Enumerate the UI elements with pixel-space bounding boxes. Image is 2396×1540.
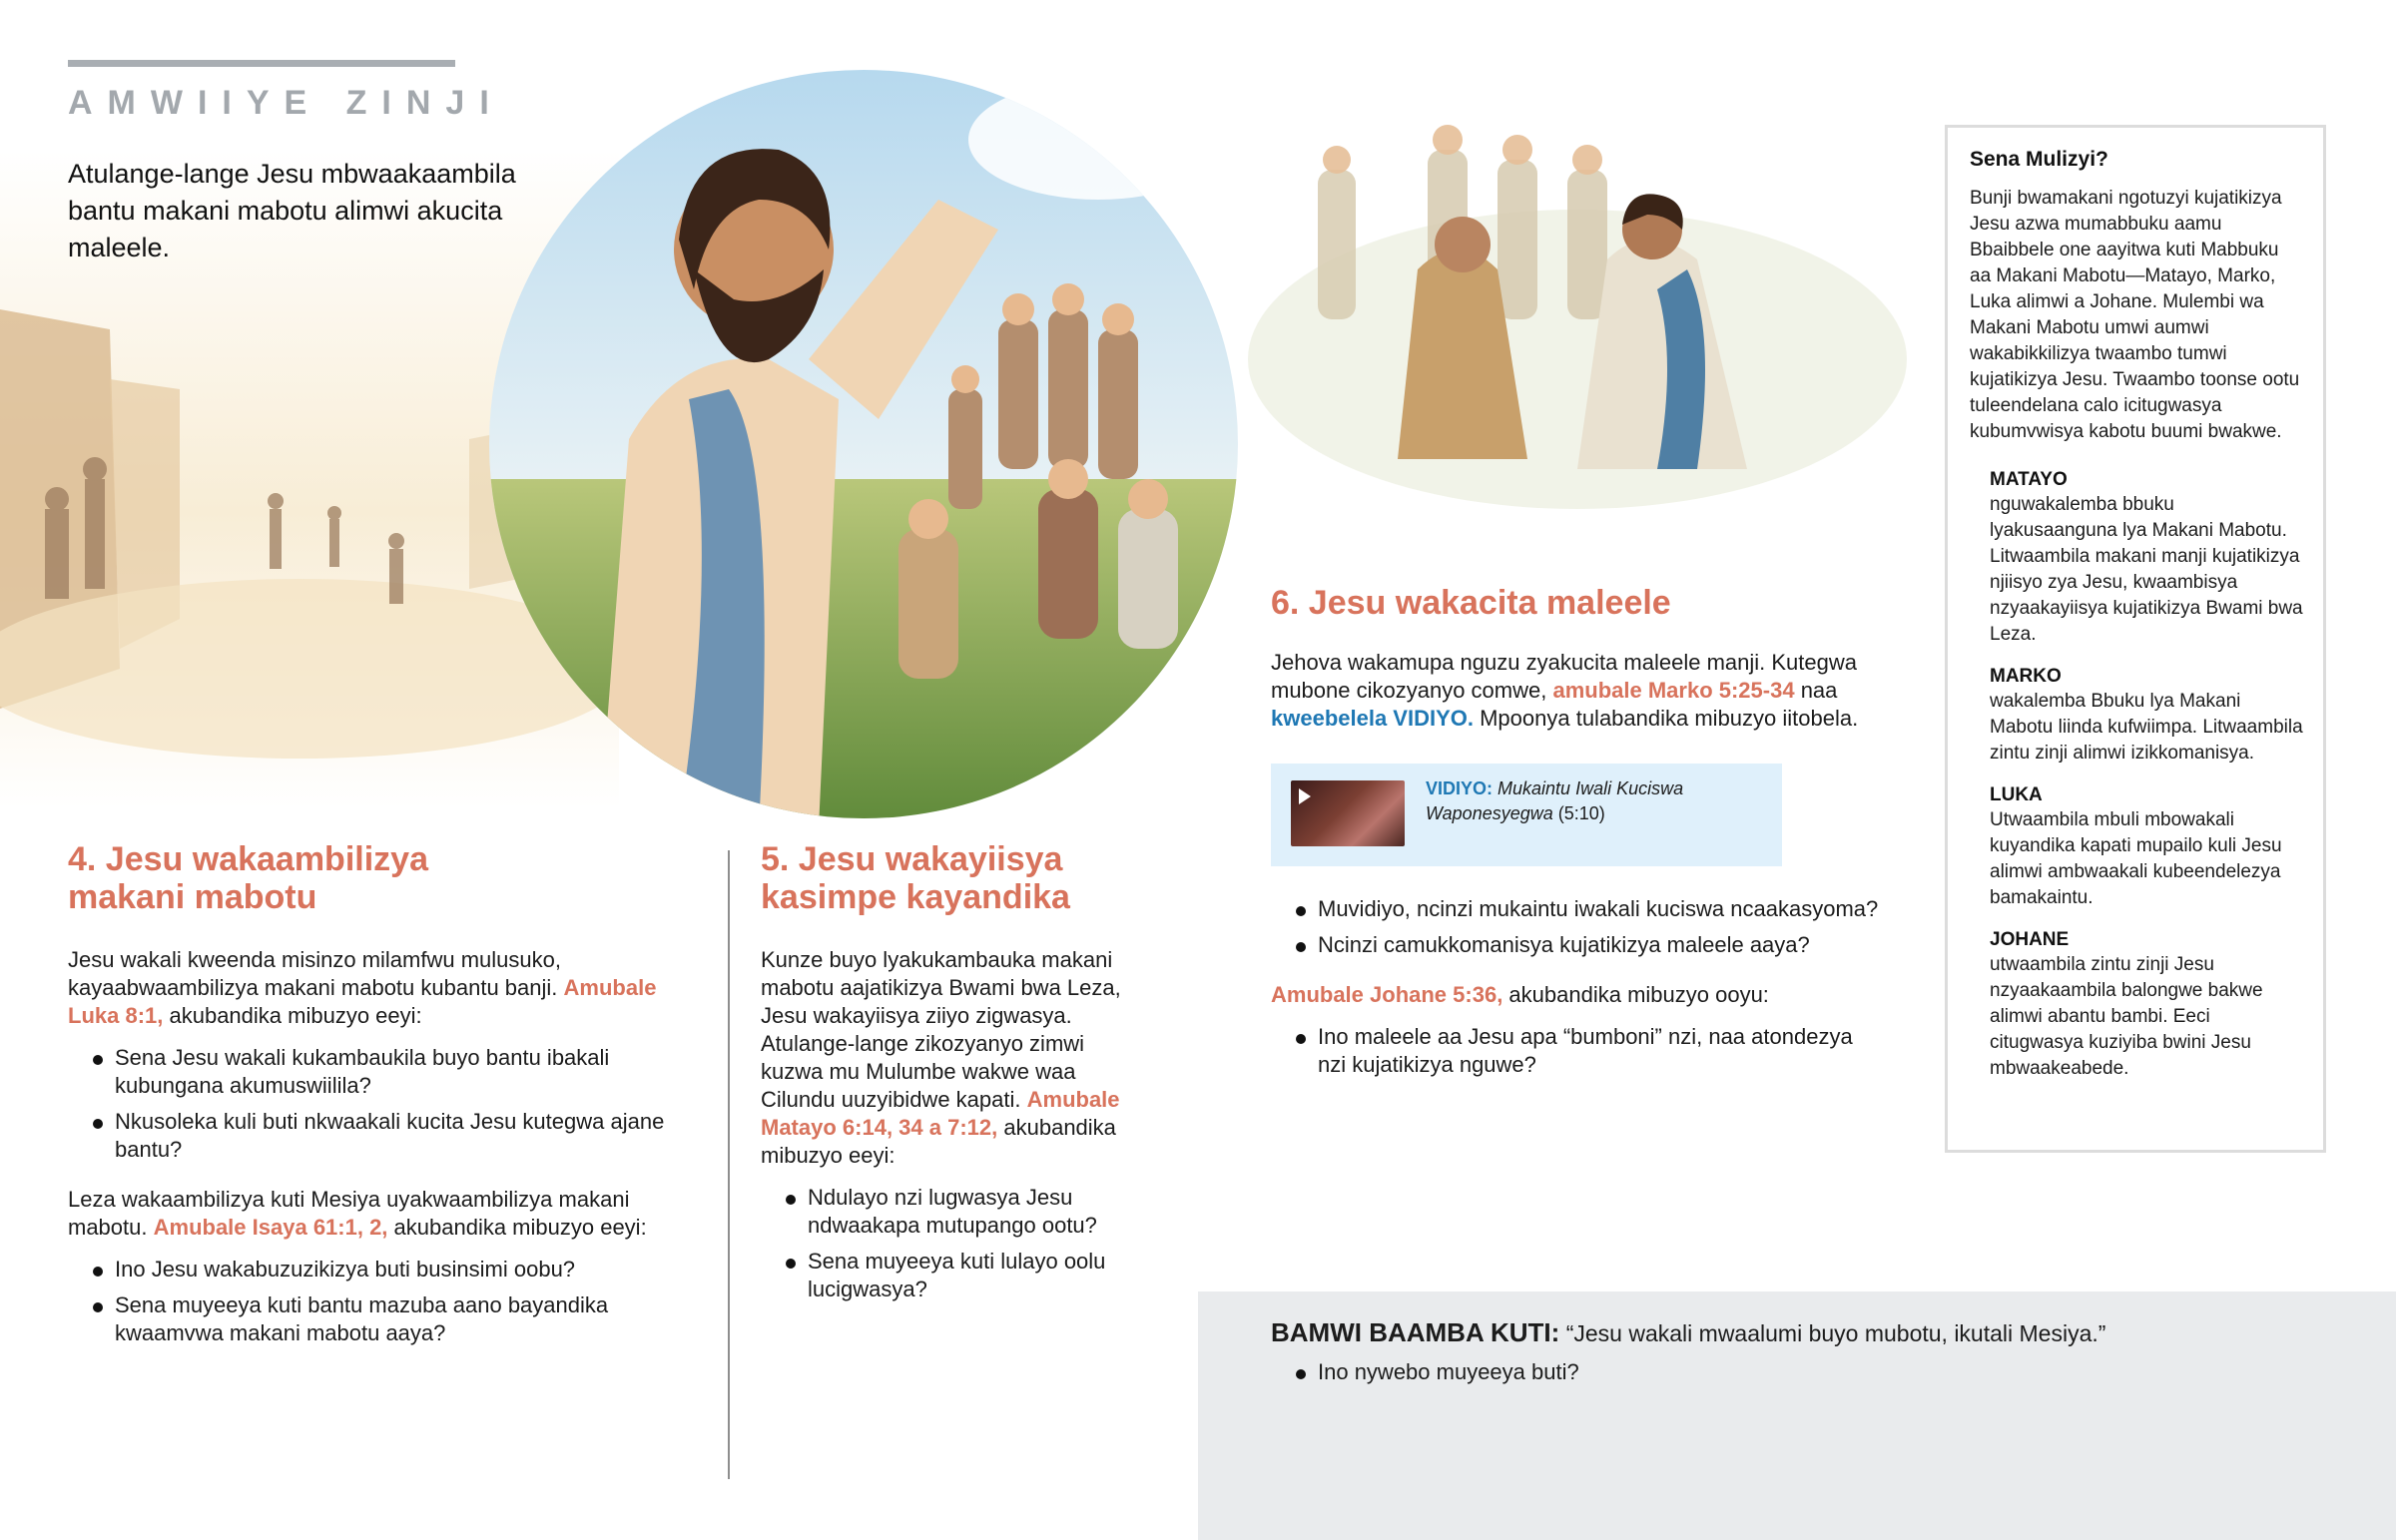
sidebar-body: Bunji bwamakani ngotuzyi kujatikizya Jesu azwa mumabbuku aamu Bbaibbele one aayitwa kuti Mabbuku aa Makani Mabotu—Matayo, Marko, Luka alimwi a Johane. Mulembi wa Makani Mabotu umwi aumwi wakabikkilizya twaambo tumwi kujatikizya Jesu. Twaambo toonse ootu tuleendelana calo icitugwasya kubumvwisya kabotu buumi bwakwe. <box>1970 188 2300 442</box>
question-item: Muvidiyo, ncinzi mukaintu iwakali kuciswa ncaakasyoma? <box>1271 895 1920 923</box>
kicker: AMWIIYE ZINJI <box>68 84 504 122</box>
intro-text: Atulange-lange Jesu mbwaakaambila bantu makani mabotu alimwi akucita maleele. <box>68 159 516 262</box>
section-5-intro: Kunze buyo lyakukambauka makani mabotu aajatikizya Bwami bwa Leza, Jesu wakayiisya ziiyo zigwasya. Atulange-lange zikozyanyo zimwi kuzwa mu Mulumbe wakwe waa Cilundu uuzyibidwe kapati. Amubale Matayo 6:14, 34 a 7:12, akubandika mibuzyo eeyi: <box>761 947 1121 1168</box>
gospel-desc: nguwakalemba bbuku lyakusaanguna lya Makani Mabotu. Litwaambila makani manji kujatikizya njiisyo zya Jesu, kwaambisya nzyaakayiisya kujatikizya Bwami bwa Leza. <box>1990 494 2303 645</box>
scripture-ref-matayo[interactable]: Amubale Matayo 6:14, 34 a 7:12, <box>761 1087 1120 1140</box>
question-item: Ino nywebo muyeeya buti? <box>1271 1358 2369 1386</box>
gospel-entry <box>1990 782 2303 911</box>
some-say-questions <box>1271 1358 2369 1386</box>
gospel-entry <box>1990 927 2303 1082</box>
some-say-statement: BAMWI BAAMBA KUTI: “Jesu wakali mwaalumi buyo mubotu, ikutali Mesiya.” <box>1271 1317 2106 1347</box>
scripture-ref-isaya[interactable]: Amubale Isaya 61:1, 2, <box>153 1215 388 1240</box>
question-item: Sena muyeeya kuti lulayo oolu lucigwasya? <box>761 1248 1140 1303</box>
gospel-desc: utwaambila zintu zinji Jesu nzyaakaambila balongwe bakwe alimwi abantu bambi. Eeci citugwasya kuziyiba bwini Jesu mbwaakeabede. <box>1990 954 2263 1079</box>
healing-illustration <box>1248 30 1907 549</box>
question-item: Ncinzi camukkomanisya kujatikizya maleele aaya? <box>1271 931 1920 959</box>
jesus-preaching-illustration <box>479 60 1248 828</box>
sidebar-title: Sena Mulizyi? <box>1970 148 2108 171</box>
video-tag: VIDIYO: <box>1426 778 1494 798</box>
gospel-name: MARKO <box>1990 666 2062 687</box>
section-4-questions-1 <box>68 1044 677 1164</box>
gospel-name: LUKA <box>1990 784 2043 805</box>
section-5 <box>761 840 1140 1311</box>
play-icon[interactable] <box>1299 788 1311 804</box>
gospel-name: MATAYO <box>1990 469 2068 490</box>
scripture-ref-johane[interactable]: Amubale Johane 5:36, <box>1271 982 1503 1007</box>
video-link[interactable]: kweebelela VIDIYO. <box>1271 706 1474 731</box>
question-item: Nkusoleka kuli buti nkwaakali kucita Jesu kutegwa ajane bantu? <box>68 1108 677 1164</box>
section-4-intro: Jesu wakali kweenda misinzo milamfwu mulusuko, kayaabwaambilizya makani mabotu kubantu banji. Amubale Luka 8:1, akubandika mibuzyo eeyi: <box>68 947 657 1028</box>
section-6-questions-2 <box>1271 1023 1870 1079</box>
section-6-questions-1 <box>1271 895 1920 959</box>
header-rule <box>68 60 455 67</box>
gospel-entry <box>1990 664 2303 767</box>
some-say-content <box>1271 1317 2369 1394</box>
did-you-know-box <box>1945 125 2326 1153</box>
section-6-intro: Jehova wakamupa nguzu zyakucita maleele manji. Kutegwa mubone cikozyanyo comwe, amubale Marko 5:25-34 naa kweebelela VIDIYO. Mpoonya tulabandika mibuzyo iitobela. <box>1271 650 1859 731</box>
section-6-discussion <box>1271 895 1920 1087</box>
section-4-prophecy: Leza wakaambilizya kuti Mesiya uyakwaambilizya makani mabotu. Amubale Isaya 61:1, 2, akubandika mibuzyo eeyi: <box>68 1187 647 1240</box>
section-6 <box>1271 584 1910 733</box>
section-6-johane: Amubale Johane 5:36, akubandika mibuzyo ooyu: <box>1271 982 1769 1007</box>
question-item: Ndulayo nzi lugwasya Jesu ndwaakapa mutupango ootu? <box>761 1184 1140 1240</box>
gospel-name: JOHANE <box>1990 929 2070 950</box>
section-4-questions-2 <box>68 1256 677 1347</box>
section-5-questions <box>761 1184 1140 1303</box>
scripture-ref-luka[interactable]: Amubale Luka 8:1, <box>68 975 657 1028</box>
gospel-desc: wakalemba Bbuku lya Makani Mabotu liinda kufwiimpa. Litwaambila zintu zinji alimwi izikkomanisya. <box>1990 691 2303 764</box>
gospel-entry <box>1990 467 2303 648</box>
section-6-heading: 6. Jesu wakacita maleele <box>1271 584 1671 622</box>
section-4-heading: 4. Jesu wakaambilizya makani mabotu <box>68 840 428 916</box>
question-item: Ino Jesu wakabuzuzikizya buti businsimi oobu? <box>68 1256 677 1283</box>
column-divider <box>728 850 730 1479</box>
video-duration: (5:10) <box>1557 803 1605 823</box>
video-caption[interactable] <box>1426 776 1765 826</box>
video-title: Mukaintu Iwali Kuciswa Waponesyegwa <box>1426 778 1684 823</box>
section-4 <box>68 840 677 1355</box>
question-item: Sena muyeeya kuti bantu mazuba aano bayandika kwaamvwa makani mabotu aaya? <box>68 1291 677 1347</box>
some-say-lead: BAMWI BAAMBA KUTI: <box>1271 1317 1560 1347</box>
scripture-ref-marko[interactable]: amubale Marko 5:25-34 <box>1552 678 1795 703</box>
gospel-desc: Utwaambila mbuli mbowakali kuyandika kapati mupailo kuli Jesu alimwi ambwaakali kubeendelezya bamakaintu. <box>1990 809 2282 908</box>
question-item: Ino maleele aa Jesu apa “bumboni” nzi, naa atondezya nzi kujatikizya nguwe? <box>1271 1023 1870 1079</box>
question-item: Sena Jesu wakali kukambaukila buyo bantu ibakali kubungana akumuswiilila? <box>68 1044 677 1100</box>
section-5-heading: 5. Jesu wakayiisya kasimpe kayandika <box>761 840 1070 916</box>
